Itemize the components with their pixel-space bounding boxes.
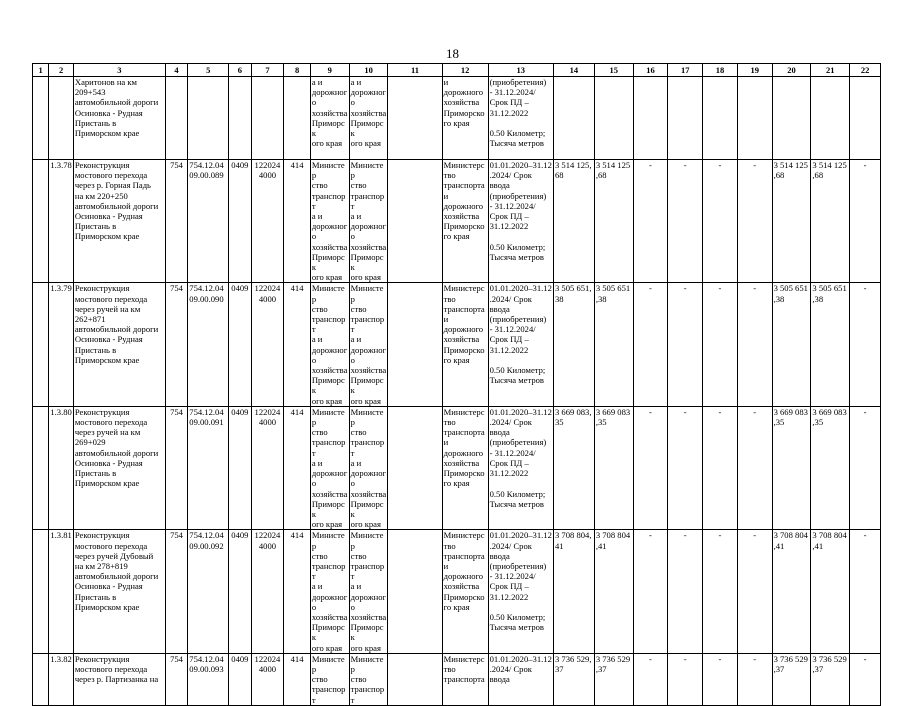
page-number: 18 [446,46,459,61]
cell-col-11 [388,160,442,283]
cell-text: 0409 [231,530,249,541]
cell-col-12 [442,653,488,705]
cell-col-8 [284,653,311,705]
cell-col-13 [488,653,553,705]
cell-col-17 [668,160,703,283]
cell-col-7 [251,283,284,406]
cell-col-22 [850,160,881,283]
cell-col-22 [850,406,881,529]
cell-col-10 [349,406,388,529]
cell-col-13 [488,530,553,653]
cell-col-17 [668,77,703,160]
cell-col-7 [251,530,284,653]
cell-text: 3 514 125 ,68 [595,160,631,181]
cell-col-5 [188,406,229,529]
column-header-9: 9 [310,64,349,77]
cell-col-18 [703,406,738,529]
cell-col-9 [310,653,349,705]
cell-col-10 [349,160,388,283]
cell-col-22 [850,283,881,406]
cell-col-20 [772,77,811,160]
cell-text: 0409 [231,160,249,170]
column-header-6: 6 [229,64,251,77]
cell-col-2 [49,77,74,160]
cell-text: а и дорожног о хозяйства Приморск ого края [350,77,387,149]
cell-col-7 [251,653,284,705]
cell-text: - [649,530,652,541]
cell-text: 3 514 125, 68 [554,160,592,181]
cell-col-6 [229,653,251,705]
cell-col-13 [488,406,553,529]
cell-text: 122024 4000 [254,530,281,551]
cell-col-13 [488,283,553,406]
cell-text: 3 514 125 ,68 [773,160,808,181]
cell-col-3 [73,160,165,283]
cell-col-21 [811,283,850,406]
cell-text: - [863,160,867,170]
cell-col-1 [33,77,49,160]
cell-col-14 [553,283,594,406]
column-header-3: 3 [73,64,165,77]
cell-col-7 [251,160,284,283]
cell-text: и дорожного хозяйства Приморско го края [443,77,485,128]
cell-text: 122024 4000 [254,283,281,304]
cell-text: 1.3.78 [50,160,72,170]
cell-col-8 [284,406,311,529]
cell-text: Министер ство транспорт а и дорожног о хозяйства Приморск ого края [350,160,387,283]
column-header-18: 18 [703,64,738,77]
cell-text: 754.12.04 09.00.092 [189,530,224,551]
cell-col-8 [284,77,311,160]
cell-col-12 [442,77,488,160]
cell-text: - [683,160,687,170]
cell-col-19 [737,77,772,160]
column-header-13: 13 [488,64,553,77]
cell-text: 0409 [231,653,249,664]
cell-text: - [753,406,757,417]
cell-text: - [683,530,687,541]
cell-text: Министерс тво транспорта и дорожного хозяйства Приморско го края [443,160,485,242]
cell-text: Министер ство транспорт а и дорожног о хозяйства Приморск ого края [350,530,387,653]
cell-col-16 [633,283,668,406]
cell-text: 3 505 651 ,38 [595,283,631,304]
cell-col-14 [553,406,594,529]
cell-col-1 [33,283,49,406]
cell-col-13 [488,160,553,283]
cell-col-8 [284,530,311,653]
cell-text: Министерс тво транспорта и дорожного хозяйства Приморско го края [443,406,485,489]
cell-text: а и дорожног о хозяйства Приморск ого края [311,77,348,149]
column-header-12: 12 [442,64,488,77]
cell-text: - [649,160,652,170]
cell-col-22 [850,77,881,160]
cell-text: 754.12.04 09.00.089 [189,160,224,181]
cell-col-15 [594,530,633,653]
cell-text: 3 669 083 ,35 [595,406,631,428]
cell-col-6 [229,530,251,653]
cell-col-9 [310,160,349,283]
cell-col-19 [737,283,772,406]
cell-text: 3 669 083 ,35 [773,406,808,428]
cell-text: - [683,283,687,294]
cell-text: 0409 [231,406,249,417]
cell-text: 3 669 083 ,35 [812,406,847,428]
cell-col-9 [310,77,349,160]
cell-text: 0409 [231,283,249,294]
cell-col-7 [251,406,284,529]
cell-text: 414 [290,530,304,541]
cell-text: - [718,283,722,294]
cell-col-5 [188,77,229,160]
cell-col-14 [553,653,594,705]
cell-col-18 [703,653,738,705]
cell-text: - [649,653,652,664]
cell-col-5 [188,160,229,283]
cell-col-15 [594,653,633,705]
cell-col-14 [553,160,594,283]
cell-col-21 [811,77,850,160]
cell-col-4 [165,283,187,406]
cell-col-2 [49,406,74,529]
cell-col-11 [388,653,442,705]
cell-col-4 [165,653,187,705]
cell-col-12 [442,283,488,406]
cell-text: 01.01.2020–31.12 .2024/ Срок ввода (приобретения) - 31.12.2024/ Срок ПД – 31.12.2022 0.50 Километр; Тысяча метров [489,283,552,386]
cell-col-4 [165,530,187,653]
cell-text: Реконструкция мостового перехода через ручей Дубовый на км 278+819 автомобильной дороги Осиновка - Рудная Пристань в Приморском крае [74,530,159,612]
cell-text: 1.3.82 [50,653,72,664]
cell-text: Реконструкция мостового перехода через ручей на км 262+871 автомобильной дороги Осиновка - Рудная Пристань в Приморском крае [74,283,159,365]
table-row [33,160,881,283]
cell-text: 3 736 529, 37 [554,653,592,674]
cell-text: 01.01.2020–31.12 .2024/ Срок ввода [489,653,552,685]
cell-col-8 [284,283,311,406]
cell-col-16 [633,530,668,653]
column-header-5: 5 [188,64,229,77]
cell-col-3 [73,653,165,705]
cell-text: Министер ство транспорт а и дорожног о хозяйства Приморск ого края [311,160,348,283]
cell-col-7 [251,77,284,160]
cell-text: - [753,160,757,170]
column-header-2: 2 [49,64,74,77]
cell-text: - [863,653,867,664]
cell-col-17 [668,283,703,406]
cell-col-17 [668,406,703,529]
cell-col-15 [594,77,633,160]
cell-text: Министер ство транспорт а и дорожног о хозяйства Приморск ого края [311,530,348,653]
cell-col-6 [229,283,251,406]
cell-text: 1.3.80 [50,406,72,417]
cell-col-6 [229,160,251,283]
cell-text: 3 736 529 ,37 [812,653,847,674]
cell-col-20 [772,653,811,705]
cell-col-22 [850,653,881,705]
cell-col-10 [349,530,388,653]
cell-col-16 [633,160,668,283]
cell-text: Министерс тво транспорта и дорожного хозяйства Приморско го края [443,283,485,365]
cell-col-21 [811,160,850,283]
cell-col-5 [188,283,229,406]
cell-text: Министер ство транспорт [311,653,346,705]
cell-text: - [753,653,757,664]
cell-col-11 [388,530,442,653]
cell-text: 414 [290,653,304,664]
cell-col-16 [633,77,668,160]
cell-text: 754 [170,530,183,541]
cell-col-12 [442,530,488,653]
column-header-4: 4 [165,64,187,77]
column-header-15: 15 [594,64,633,77]
column-header-19: 19 [737,64,772,77]
cell-text: 01.01.2020–31.12 .2024/ Срок ввода (приобретения) - 31.12.2024/ Срок ПД – 31.12.2022 0.50 Километр; Тысяча метров [489,160,552,262]
cell-col-2 [49,653,74,705]
cell-text: 3 708 804 ,41 [812,530,847,551]
cell-text: Министерс тво транспорта [443,653,485,685]
table-row [33,530,881,653]
column-header-8: 8 [284,64,311,77]
cell-col-20 [772,530,811,653]
cell-text: 754 [170,406,183,417]
cell-text: 01.01.2020–31.12 .2024/ Срок ввода (приобретения) - 31.12.2024/ Срок ПД – 31.12.2022 0.50 Километр; Тысяча метров [489,406,552,509]
cell-col-18 [703,77,738,160]
cell-col-3 [73,77,165,160]
cell-col-1 [33,160,49,283]
cell-col-15 [594,283,633,406]
column-header-22: 22 [850,64,881,77]
cell-text: 3 708 804 ,41 [595,530,631,551]
column-header-7: 7 [251,64,284,77]
cell-text: Харитонов на км 209+543 автомобильной дороги Осиновка - Рудная Пристань в Приморском крае [74,77,159,139]
cell-col-16 [633,653,668,705]
cell-text: Реконструкция мостового перехода через р. Партизанка на [74,653,159,685]
cell-text: - [683,406,687,417]
cell-col-17 [668,530,703,653]
cell-text: 3 669 083, 35 [554,406,592,428]
cell-col-10 [349,283,388,406]
cell-col-12 [442,406,488,529]
column-header-11: 11 [388,64,442,77]
column-header-1: 1 [33,64,49,77]
cell-text: 754 [170,160,183,170]
column-header-10: 10 [349,64,388,77]
cell-text: - [863,530,867,541]
cell-col-11 [388,77,442,160]
cell-text: 3 505 651, 38 [554,283,592,304]
cell-col-18 [703,160,738,283]
cell-col-21 [811,530,850,653]
cell-text: - [683,653,687,664]
cell-text: 754.12.04 09.00.091 [189,406,224,428]
cell-col-6 [229,77,251,160]
cell-text: 754.12.04 09.00.093 [189,653,224,674]
cell-text: Министер ство транспорт а и дорожног о хозяйства Приморск ого края [350,406,387,530]
cell-col-10 [349,77,388,160]
cell-col-15 [594,406,633,529]
cell-text: 3 514 125 ,68 [812,160,847,181]
table-row [33,406,881,529]
cell-col-16 [633,406,668,529]
cell-text: 754.12.04 09.00.090 [189,283,224,304]
cell-text: Министер ство транспорт а и дорожног о хозяйства Приморск ого края [311,406,348,530]
cell-col-11 [388,406,442,529]
cell-col-2 [49,283,74,406]
cell-col-20 [772,406,811,529]
cell-text: - [649,283,652,294]
cell-text: - [718,160,722,170]
cell-col-2 [49,530,74,653]
cell-text: - [718,653,722,664]
cell-col-15 [594,160,633,283]
column-header-21: 21 [811,64,850,77]
table-row [33,283,881,406]
cell-col-3 [73,530,165,653]
cell-col-18 [703,283,738,406]
table-row-continuation [33,77,881,160]
cell-col-14 [553,530,594,653]
cell-text: 3 505 651 ,38 [812,283,847,304]
cell-col-19 [737,406,772,529]
cell-text: Министер ство транспорт а и дорожног о хозяйства Приморск ого края [311,283,348,406]
cell-text: - [863,406,867,417]
cell-text: - [753,283,757,294]
cell-col-5 [188,653,229,705]
cell-col-9 [310,283,349,406]
cell-col-3 [73,406,165,529]
cell-text: 414 [290,283,304,294]
cell-col-8 [284,160,311,283]
cell-text: 3 708 804 ,41 [773,530,808,551]
table-row [33,653,881,705]
cell-col-18 [703,530,738,653]
budget-table [32,63,881,706]
cell-text: - [863,283,867,294]
cell-col-21 [811,406,850,529]
cell-text: 414 [290,160,304,170]
cell-text: 122024 4000 [254,653,281,674]
cell-col-4 [165,406,187,529]
cell-text: Реконструкция мостового перехода через р. Горная Падь на км 220+250 автомобильной дороги Осиновка - Рудная Пристань в Приморском крае [74,160,159,242]
cell-col-21 [811,653,850,705]
cell-text: (приобретения) - 31.12.2024/ Срок ПД – 31.12.2022 0.50 Километр; Тысяча метров [489,77,547,149]
cell-text: 122024 4000 [254,406,281,428]
column-header-14: 14 [553,64,594,77]
cell-col-6 [229,406,251,529]
cell-col-3 [73,283,165,406]
cell-text: 01.01.2020–31.12 .2024/ Срок ввода (приобретения) - 31.12.2024/ Срок ПД – 31.12.2022 0.50 Километр; Тысяча метров [489,530,552,633]
cell-text: 3 736 529 ,37 [595,653,631,674]
cell-col-14 [553,77,594,160]
cell-text: Министер ство транспорт [350,653,385,705]
cell-col-1 [33,530,49,653]
cell-col-1 [33,653,49,705]
cell-text: 754 [170,283,183,294]
cell-text: 3 736 529 ,37 [773,653,808,674]
column-header-20: 20 [772,64,811,77]
column-header-16: 16 [633,64,668,77]
cell-text: 122024 4000 [254,160,281,181]
cell-text: Министер ство транспорт а и дорожног о хозяйства Приморск ого края [350,283,387,406]
cell-col-1 [33,406,49,529]
cell-col-2 [49,160,74,283]
cell-col-4 [165,77,187,160]
cell-text: 754 [170,653,183,664]
cell-col-11 [388,283,442,406]
cell-col-5 [188,530,229,653]
cell-col-9 [310,406,349,529]
cell-text: - [718,406,722,417]
column-header-17: 17 [668,64,703,77]
cell-col-20 [772,160,811,283]
cell-col-13 [488,77,553,160]
cell-col-19 [737,530,772,653]
cell-text: 1.3.81 [50,530,72,541]
cell-text: 414 [290,406,304,417]
cell-text: 3 708 804, 41 [554,530,592,551]
cell-text: - [649,406,652,417]
cell-col-19 [737,160,772,283]
header-row [33,64,881,77]
cell-col-20 [772,283,811,406]
cell-text: - [718,530,722,541]
cell-text: Министерс тво транспорта и дорожного хозяйства Приморско го края [443,530,485,612]
cell-col-17 [668,653,703,705]
cell-text: - [753,530,757,541]
cell-col-10 [349,653,388,705]
cell-text: Реконструкция мостового перехода через ручей на км 269+029 автомобильной дороги Осиновка - Рудная Пристань в Приморском крае [74,406,159,489]
cell-col-4 [165,160,187,283]
cell-col-12 [442,160,488,283]
cell-text: 1.3.79 [50,283,72,294]
cell-text: 3 505 651 ,38 [773,283,808,304]
cell-col-19 [737,653,772,705]
cell-col-9 [310,530,349,653]
cell-col-22 [850,530,881,653]
